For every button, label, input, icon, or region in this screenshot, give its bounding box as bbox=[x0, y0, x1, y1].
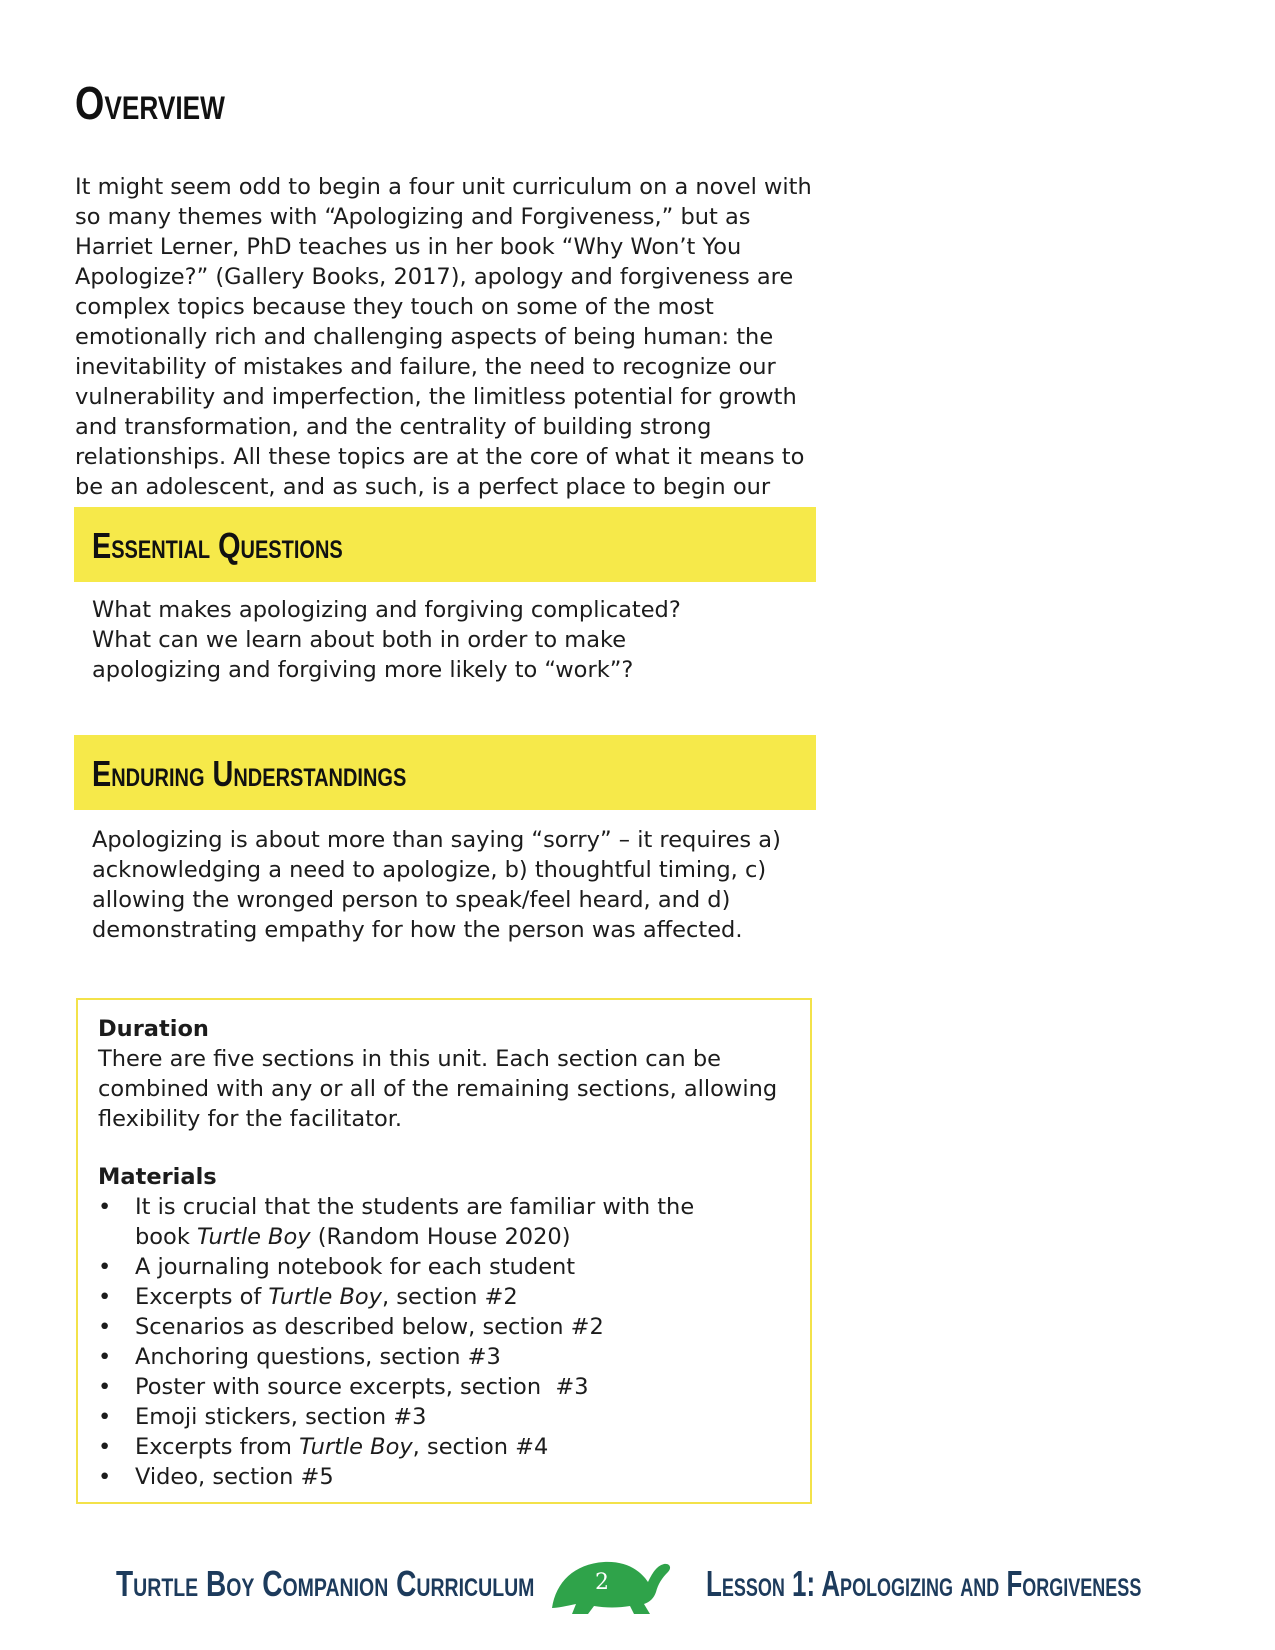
list-item: • It is crucial that the students are familiar with the book Turtle Boy (Random House 2020) bbox=[98, 1194, 695, 1250]
duration-materials-box bbox=[76, 998, 812, 1504]
materials-heading: Materials bbox=[98, 1164, 217, 1190]
enduring-understandings-banner bbox=[74, 735, 816, 810]
duration-text: There are five sections in this unit. Each section can be combined with any or all of the remaining sections, allowing flexibility for the facilitator. bbox=[98, 1046, 778, 1132]
essential-questions-text bbox=[92, 595, 812, 685]
list-item: • Scenarios as described below, section #2 bbox=[98, 1314, 604, 1340]
essential-questions-heading: Essential Questions bbox=[92, 525, 343, 566]
enduring-understandings-paragraph: Apologizing is about more than saying “sorry” – it requires a) acknowledging a need to apologize, b) thoughtful timing, c) allowing the wronged person to speak/feel heard, and d) demonstrating empathy for how the person was affected. bbox=[92, 827, 781, 943]
materials-list bbox=[98, 1192, 788, 1492]
list-item: • A journaling notebook for each student bbox=[98, 1254, 576, 1280]
page-title: Overview bbox=[75, 77, 225, 129]
list-item: • Anchoring questions, section #3 bbox=[98, 1344, 501, 1370]
essential-questions-banner bbox=[74, 507, 816, 582]
page-number: 2 bbox=[595, 1570, 609, 1595]
list-item: • Emoji stickers, section #3 bbox=[98, 1404, 427, 1430]
list-item: • Poster with source excerpts, section #3 bbox=[98, 1374, 589, 1400]
list-item: • Excerpts from Turtle Boy, section #4 bbox=[98, 1434, 549, 1460]
footer-curriculum-title: Turtle Boy Companion Curriculum bbox=[116, 1563, 535, 1604]
list-item: • Excerpts of Turtle Boy, section #2 bbox=[98, 1284, 518, 1310]
enduring-understandings-text bbox=[92, 825, 792, 945]
essential-question-2: What can we learn about both in order to make apologizing and forgiving more likely to “work”? bbox=[92, 627, 634, 683]
duration-heading: Duration bbox=[98, 1016, 209, 1042]
footer-lesson-title: Lesson 1: Apologizing and Forgiveness bbox=[706, 1563, 1142, 1604]
essential-question-1: What makes apologizing and forgiving complicated? bbox=[92, 597, 681, 623]
overview-paragraph: It might seem odd to begin a four unit curriculum on a novel with so many themes with “Apologizing and Forgiveness,” but as Harriet Lerner, PhD teaches us in her book “Why Won’t You Apologize?” (Gallery Books, 2017), apology and forgiveness are complex topics because they touch on some of the most emotionally rich and challenging aspects of being human: the inevitability of mistakes and failure, the need to recognize our vulnerability and imperfection, the limitless potential for growth and transformation, and the centrality of building strong relationships. All these topics are at the core of what it means to be an adolescent, and as such, is a perfect place to begin our bbox=[75, 174, 812, 500]
list-item: • Video, section #5 bbox=[98, 1464, 334, 1490]
enduring-understandings-heading: Enduring Understandings bbox=[92, 753, 407, 794]
